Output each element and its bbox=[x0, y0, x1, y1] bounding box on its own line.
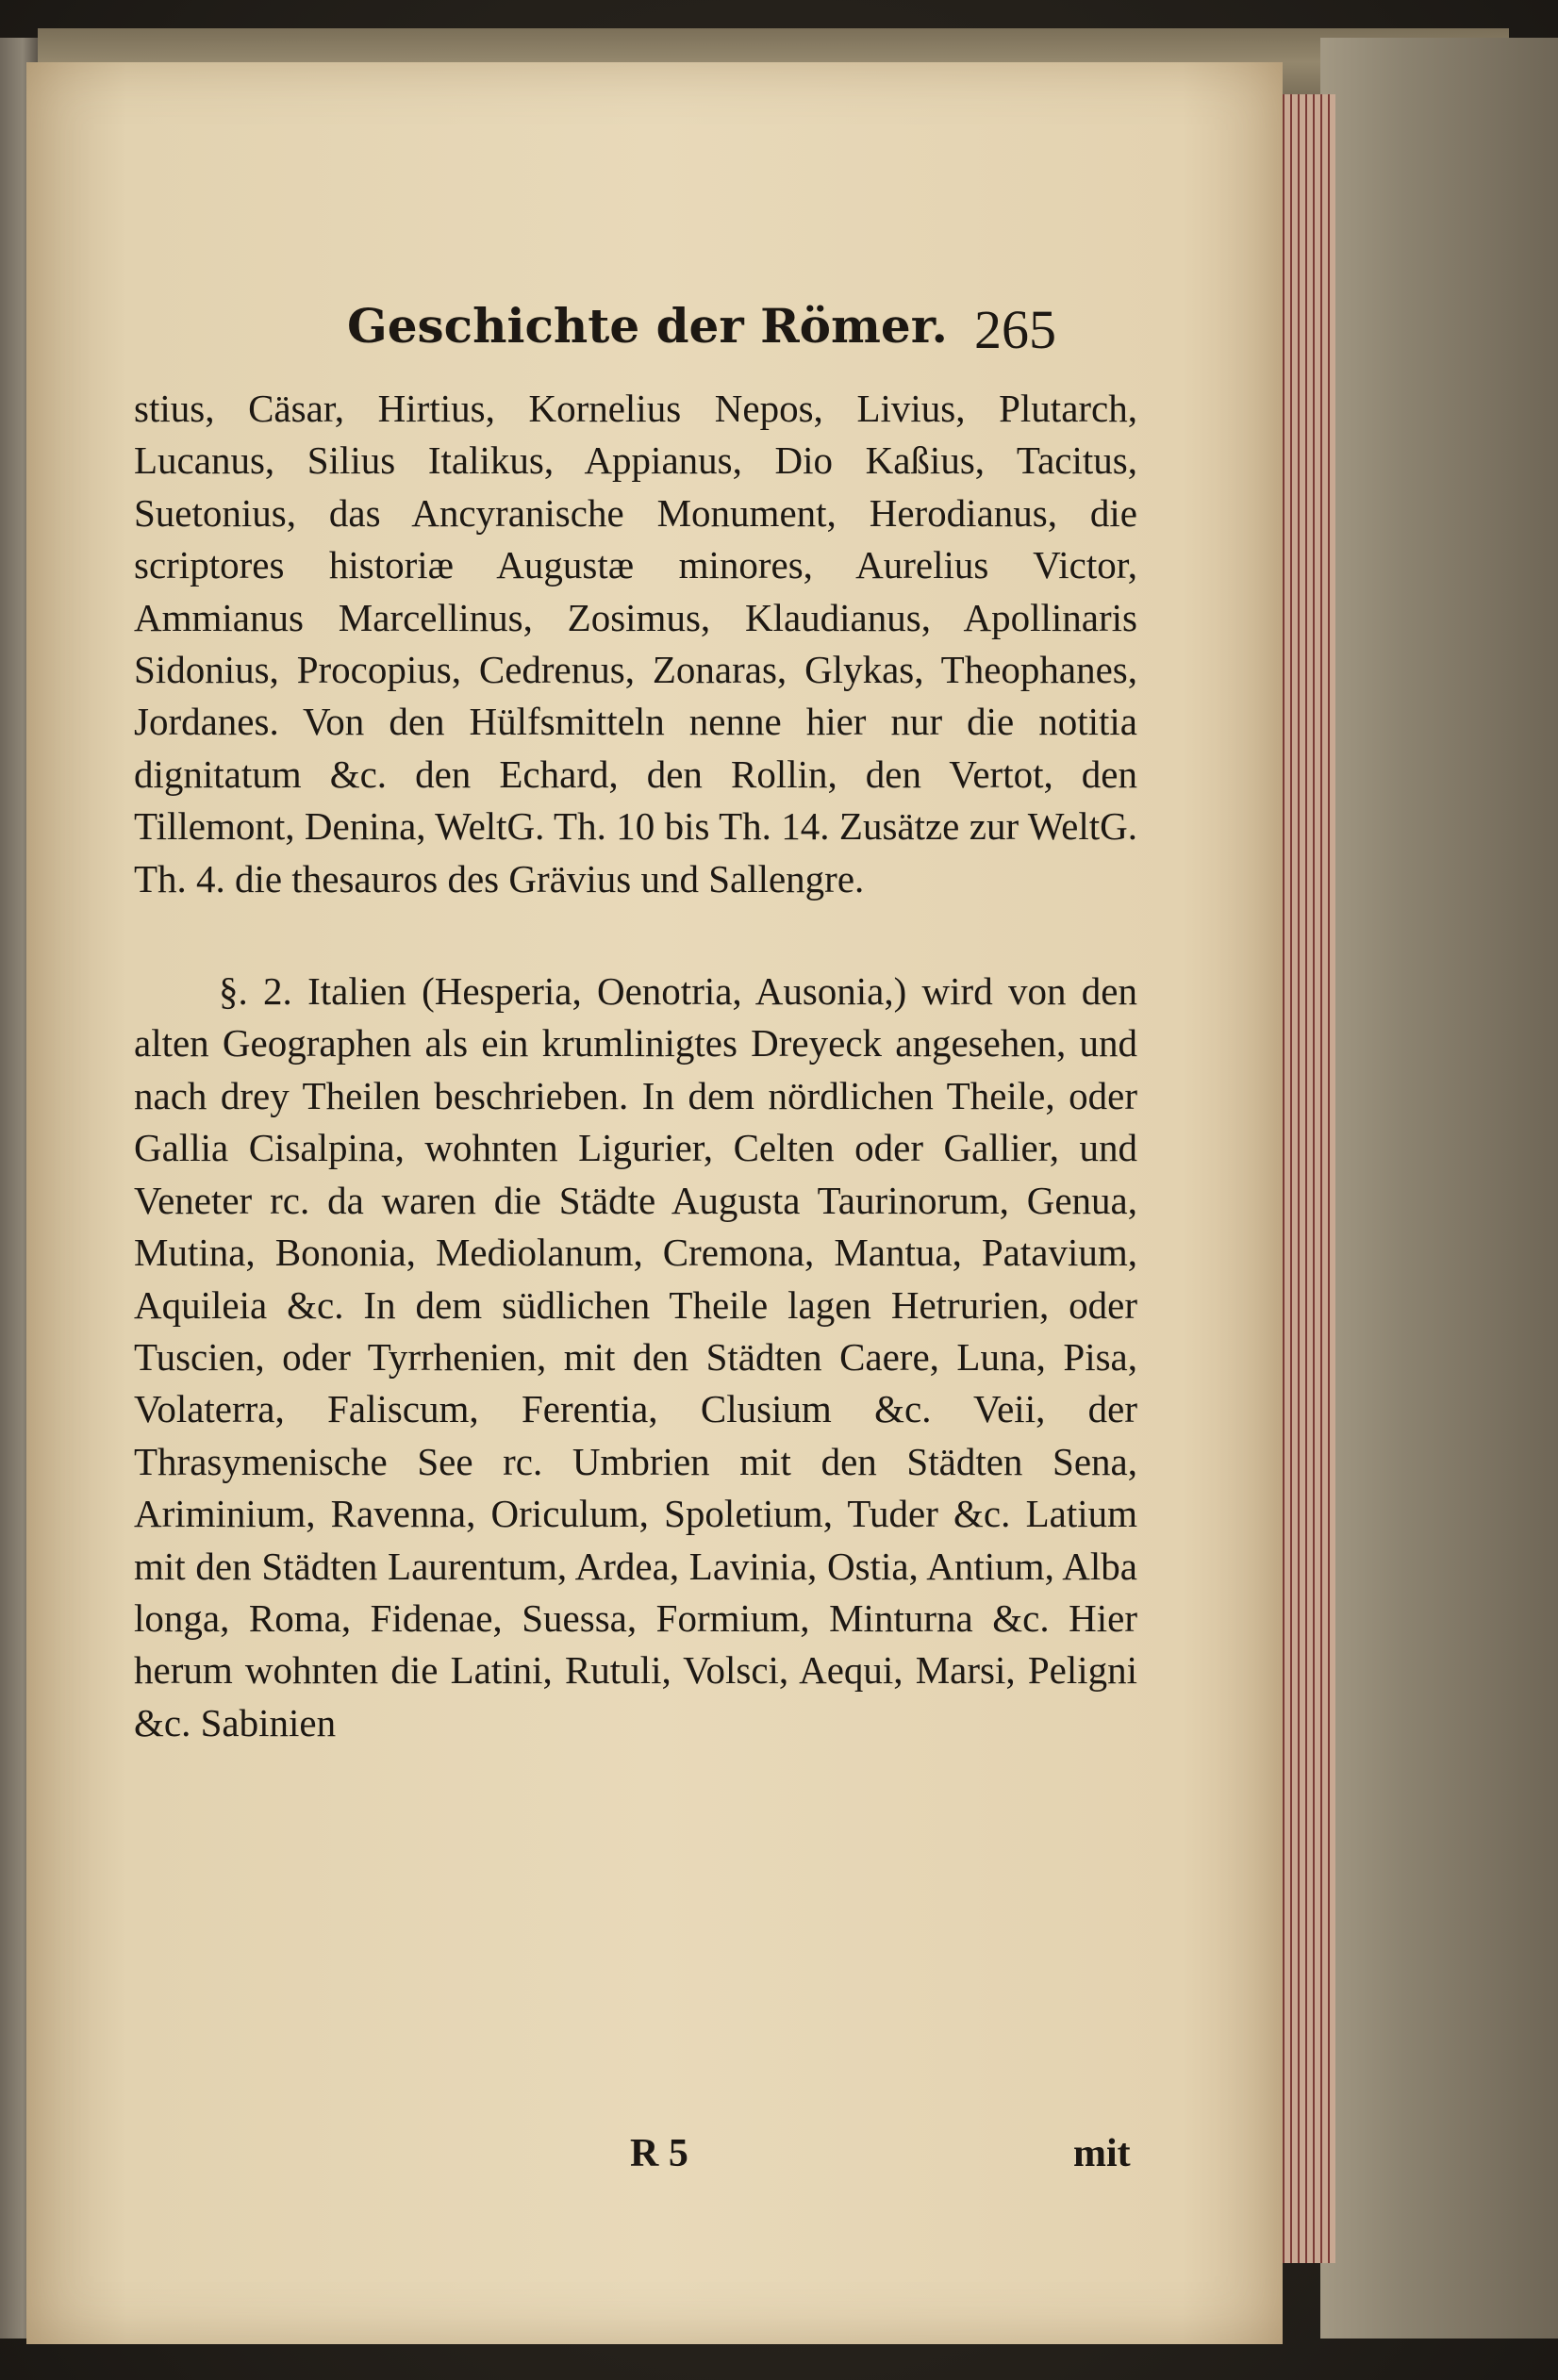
body-text bbox=[134, 383, 1137, 1749]
page-number: 265 bbox=[974, 299, 1056, 360]
signature-mark: R 5 bbox=[630, 2132, 688, 2175]
page-header bbox=[26, 279, 1283, 364]
book-page bbox=[26, 62, 1283, 2344]
paragraph-section-2: §. 2. Italien (Hesperia, Oenotria, Ausonia,) wird von den alten Geographen als ein krumlinigtes Dreyeck angesehen, und nach drey Theilen beschrieben. In dem nördlichen Theile, oder Gallia Cisalpina, wohnten Ligurier, Celten oder Gallier, und Veneter rc. da waren die Städte Augusta Taurinorum, Genua, Mutina, Bononia, Mediolanum, Cremona, Mantua, Patavium, Aquileia &c. In dem südlichen Theile lagen Hetrurien, oder Tuscien, oder Tyrrhenien, mit den Städten Caere, Luna, Pisa, Volaterra, Faliscum, Ferentia, Clusium &c. Veii, der Thrasymenische See rc. Umbrien mit den Städten Sena, Ariminium, Ravenna, Oriculum, Spoletium, Tuder &c. Latium mit den Städten Laurentum, Ardea, Lavinia, Ostia, Antium, Alba longa, Roma, Fidenae, Suessa, Formium, Minturna &c. Hier herum wohnten die Latini, Rutuli, Volsci, Aequi, Marsi, Peligni &c. Sabinien bbox=[134, 969, 1137, 1744]
running-head: Geschichte der Römer. bbox=[347, 298, 948, 354]
paragraph-sources: stius, Cäsar, Hirtius, Kornelius Nepos, Livius, Plutarch, Lucanus, Silius Italikus, Appianus, Dio Kaßius, Tacitus, Suetonius, das Ancyranische Monument, Herodianus, die scriptores historiæ Augustæ minores, Aurelius Victor, Ammianus Marcellinus, Zosimus, Klaudianus, Apollinaris Sidonius, Procopius, Cedrenus, Zonaras, Glykas, Theophanes, Jordanes. Von den Hülfsmitteln nenne hier nur die notitia dignitatum &c. den Echard, den Rollin, den Vertot, den Tillemont, Denina, WeltG. Th. 10 bis Th. 14. Zusätze zur WeltG. Th. 4. die thesauros des Grävius und Sallengre. bbox=[134, 387, 1137, 901]
right-cover bbox=[1320, 38, 1558, 2339]
page-footer bbox=[26, 2127, 1283, 2203]
catchword: mit bbox=[1073, 2132, 1131, 2175]
